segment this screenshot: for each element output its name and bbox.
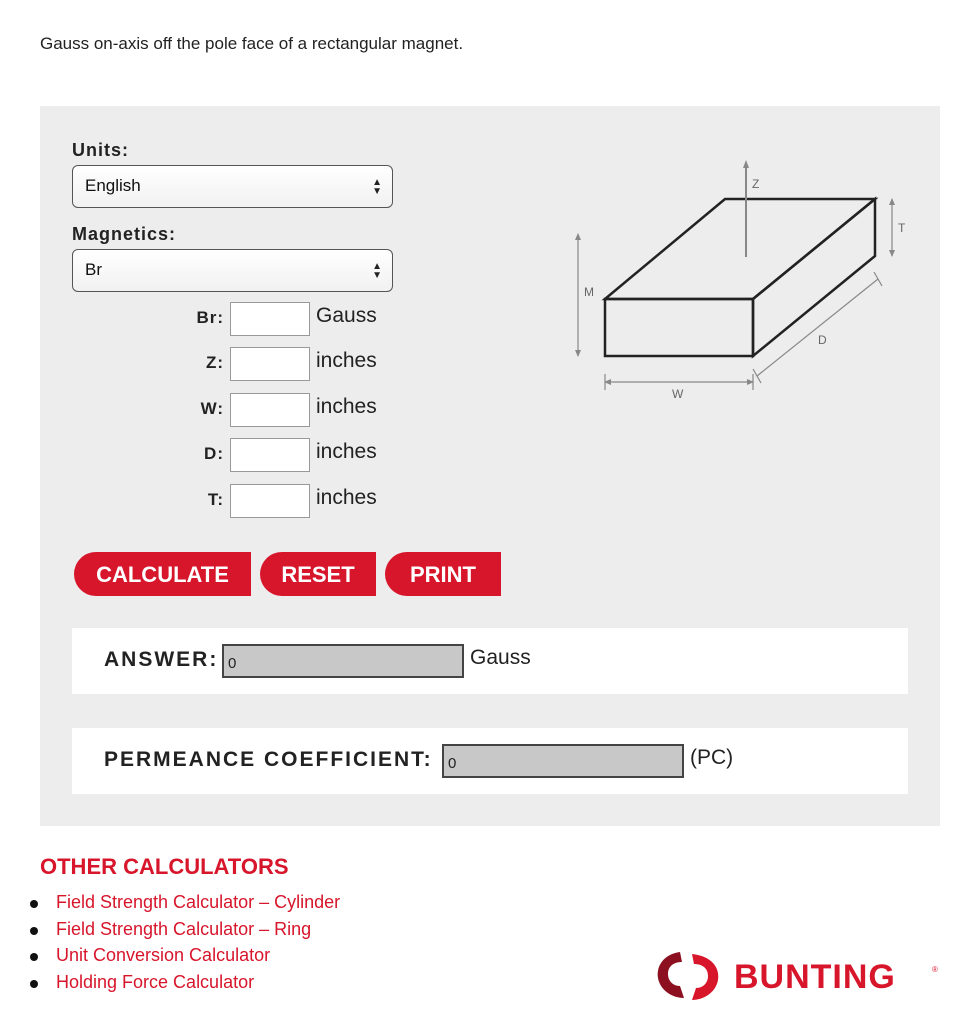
bullet-icon xyxy=(30,980,38,988)
link-text: Field Strength Calculator – Ring xyxy=(56,918,312,939)
select-arrows-icon: ▲ ▼ xyxy=(372,176,382,197)
t-arrow-down-icon xyxy=(889,250,895,257)
field-row-d xyxy=(40,438,460,472)
magnetics-select-value: Br xyxy=(85,260,102,279)
calculator-link-holding-force[interactable] xyxy=(30,972,340,999)
units-select-value: English xyxy=(85,176,141,195)
select-arrows-icon: ▲ ▼ xyxy=(372,260,382,281)
z-label: Z: xyxy=(205,353,224,372)
d-tick-end xyxy=(874,272,882,286)
m-arrow-up-icon xyxy=(575,233,581,240)
z-unit: inches xyxy=(316,349,377,372)
calculator-link-unit-conversion[interactable] xyxy=(30,945,340,972)
answer-box xyxy=(72,628,908,694)
other-calculators-list xyxy=(30,892,340,998)
magnet-front-face xyxy=(605,299,753,356)
calculate-button[interactable]: CALCULATE xyxy=(74,552,251,596)
d-dimension-line xyxy=(757,279,878,376)
permeance-box xyxy=(72,728,908,794)
logo-mark-right-icon xyxy=(692,954,718,1000)
d-label: D: xyxy=(204,444,224,463)
magnet-side-face xyxy=(753,199,875,356)
bullet-icon xyxy=(30,953,38,961)
other-calculators-heading: OTHER CALCULATORS xyxy=(40,854,289,879)
calculator-link-ring[interactable] xyxy=(30,919,340,946)
reset-button[interactable]: RESET xyxy=(260,552,376,596)
t-input[interactable] xyxy=(230,484,310,518)
bullet-icon xyxy=(30,900,38,908)
d-input[interactable] xyxy=(230,438,310,472)
z-dimension-label: Z xyxy=(752,177,760,191)
logo-wordmark: BUNTING xyxy=(734,958,896,996)
units-label: Units: xyxy=(72,140,129,160)
link-text: Unit Conversion Calculator xyxy=(56,945,271,965)
m-arrow-down-icon xyxy=(575,350,581,357)
field-row-br xyxy=(40,302,460,336)
field-row-z xyxy=(40,347,460,381)
w-unit: inches xyxy=(316,395,377,418)
link-text: Holding Force Calculator xyxy=(56,971,255,992)
permeance-unit: (PC) xyxy=(690,746,734,769)
answer-output xyxy=(222,644,464,678)
m-dimension-label: M xyxy=(584,285,594,299)
link-text: Field Strength Calculator – Cylinder xyxy=(56,892,341,912)
br-label: Br: xyxy=(196,308,224,327)
w-dimension-label: W xyxy=(672,387,684,401)
permeance-output xyxy=(442,744,684,778)
magnetics-select[interactable] xyxy=(72,249,393,292)
d-dimension-label: D xyxy=(818,333,827,347)
w-input[interactable] xyxy=(230,393,310,427)
print-button[interactable]: PRINT xyxy=(385,552,501,596)
w-label: W: xyxy=(200,399,224,418)
d-tick-start xyxy=(753,369,761,383)
z-axis-arrow-icon xyxy=(743,160,749,168)
z-input[interactable] xyxy=(230,347,310,381)
magnet-dimension-diagram xyxy=(560,154,920,414)
field-row-t xyxy=(40,484,460,518)
units-select[interactable] xyxy=(72,165,393,208)
page-description: Gauss on-axis off the pole face of a rectangular magnet. xyxy=(40,34,464,53)
t-unit: inches xyxy=(316,486,377,509)
br-unit: Gauss xyxy=(316,304,377,327)
logo-mark-left-icon xyxy=(658,952,684,998)
answer-label: ANSWER: xyxy=(104,648,219,671)
t-dimension-label: T xyxy=(898,221,906,235)
registered-mark-icon: ® xyxy=(932,965,938,974)
bunting-logo xyxy=(654,946,944,1006)
t-label: T: xyxy=(207,490,224,509)
bullet-icon xyxy=(30,927,38,935)
permeance-label: PERMEANCE COEFFICIENT: xyxy=(104,748,433,771)
calculator-panel xyxy=(40,106,940,826)
field-row-w xyxy=(40,393,460,427)
br-input[interactable] xyxy=(230,302,310,336)
magnet-top-face xyxy=(605,199,875,299)
magnetics-label: Magnetics: xyxy=(72,224,177,244)
calculator-link-cylinder[interactable] xyxy=(30,892,340,919)
answer-unit: Gauss xyxy=(470,646,531,669)
d-unit: inches xyxy=(316,440,377,463)
t-arrow-up-icon xyxy=(889,198,895,205)
